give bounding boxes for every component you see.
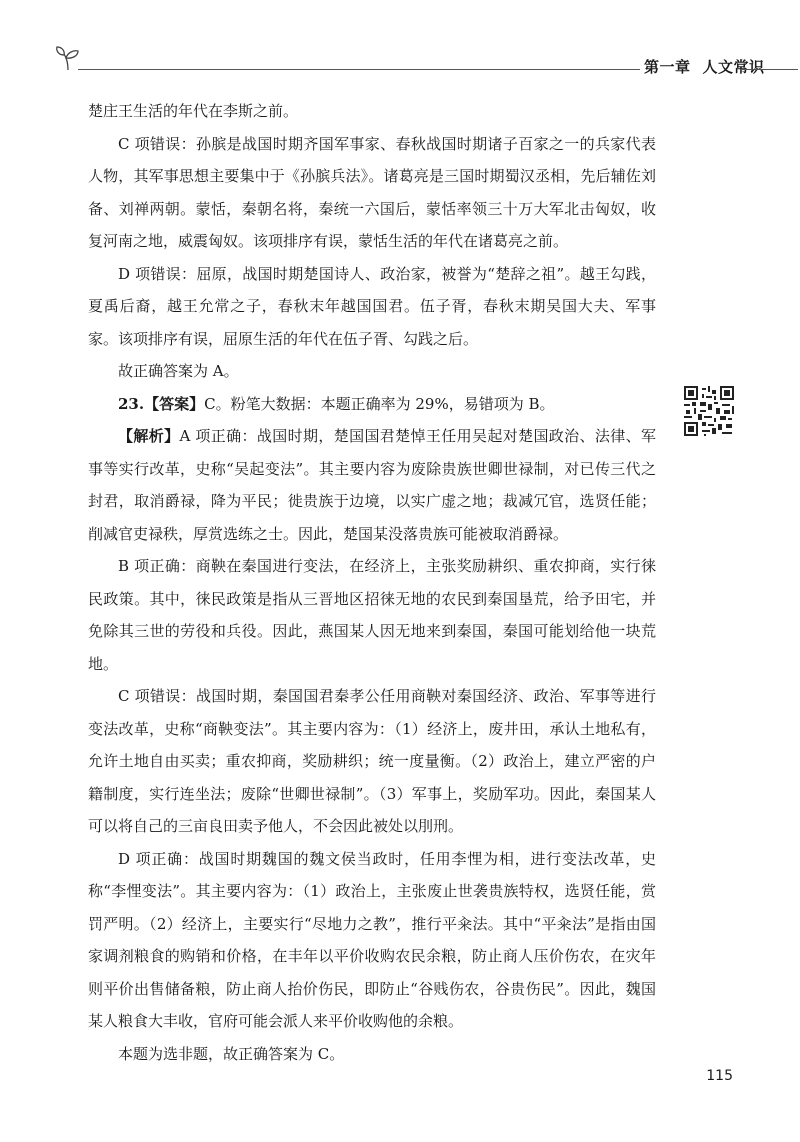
qr-code-icon[interactable] xyxy=(684,386,734,436)
paragraph-option-d: D 项错误：屈原，战国时期楚国诗人、政治家，被誉为“楚辞之祖”。越王勾践，夏禹后裔，越王允常之子，春秋末年越国国君。伍子胥，春秋末期吴国大夫、军事家。该项排序有误，屈原生活的年代在伍子胥、勾践之后。 xyxy=(88,264,656,348)
paragraph-final: 本题为选非题，故正确答案为 C。 xyxy=(118,1044,345,1063)
answer-text: C。粉笔大数据：本题正确率为 29%，易错项为 B。 xyxy=(204,394,555,413)
paragraph-continuation: 楚庄王生活的年代在李斯之前。 xyxy=(88,102,299,120)
answer-label: 23.【答案】 xyxy=(118,394,205,413)
paragraph-option-c: C 项错误：孙膑是战国时期齐国军事家、春秋战国时期诸子百家之一的兵家代表人物，其军事思想主要集中于《孙膑兵法》。诸葛亮是三国时期蜀汉丞相，先后辅佐刘备、刘禅两朝。蒙恬，秦朝名将，秦统一六国后，蒙恬率领三十万大军北击匈奴，收复河南之地，威震匈奴。该项排序有误，蒙恬生活的年代在诸葛亮之前。 xyxy=(88,134,656,250)
analysis-text: A 项正确：战国时期，楚国国君楚悼王任用吴起对楚国政治、法律、军事等实行改革，史称“吴起变法”。其主要内容为废除贵族世卿世禄制，对已传三代之封君，取消爵禄，降为平民；徙贵族于边境，以实广虚之地；裁减冗官，选贤任能；削减官吏禄秩，厚赏选练之士。因此，楚国某没落贵族可能被取消爵禄。 xyxy=(88,427,656,543)
header-title xyxy=(644,57,765,77)
answer-explanation xyxy=(88,95,656,1070)
paragraph-conclusion: 故正确答案为 A。 xyxy=(118,362,239,380)
header-rule-left xyxy=(78,69,640,70)
paragraph-option-d-23: D 项正确：战国时期魏国的魏文侯当政时，任用李悝为相，进行变法改革，史称“李悝变法”。其主要内容为：（1）政治上，主张废止世袭贵族特权，选贤任能，赏罚严明。（2）经济上，主要实行“尽地力之教”，推行平籴法。其中“平籴法”是指由国家调剂粮食的购销和价格，在丰年以平价收购农民余粮，防止商人压价伤农，在灾年则平价出售储备粮，防止商人抬价伤民，即防止“谷贱伤农，谷贵伤民”。因此，魏国某人粮食大丰收，官府可能会派人来平价收购他的余粮。 xyxy=(88,849,656,1030)
paragraph-answer-23 xyxy=(88,388,656,421)
paragraph-analysis xyxy=(88,420,656,550)
analysis-label: 【解析】 xyxy=(118,427,180,445)
header-rule-right xyxy=(740,69,798,70)
running-header xyxy=(54,44,765,84)
page-number: 115 xyxy=(706,1068,733,1084)
section-label: 人文常识 xyxy=(702,58,765,76)
paragraph-option-c-23: C 项错误：战国时期，秦国国君秦孝公任用商鞅对秦国经济、政治、军事等进行变法改革，史称“商鞅变法”。其主要内容为：（1）经济上，废井田，承认土地私有，允许土地自由买卖；重农抑商，奖励耕织；统一度量衡。（2）政治上，建立严密的户籍制度，实行连坐法；废除“世卿世禄制”。（3）军事上，奖励军功。因此，秦国某人可以将自己的三亩良田卖予他人，不会因此被处以刖刑。 xyxy=(88,687,656,835)
paragraph-option-b: B 项正确：商鞅在秦国进行变法，在经济上，主张奖励耕织、重农抑商，实行徕民政策。其中，徕民政策是指从三晋地区招徕无地的农民到秦国垦荒，给予田宅，并免除其三世的劳役和兵役。因此，燕国某人因无地来到秦国，秦国可能划给他一块荒地。 xyxy=(88,557,656,673)
chapter-label: 第一章 xyxy=(644,58,691,76)
